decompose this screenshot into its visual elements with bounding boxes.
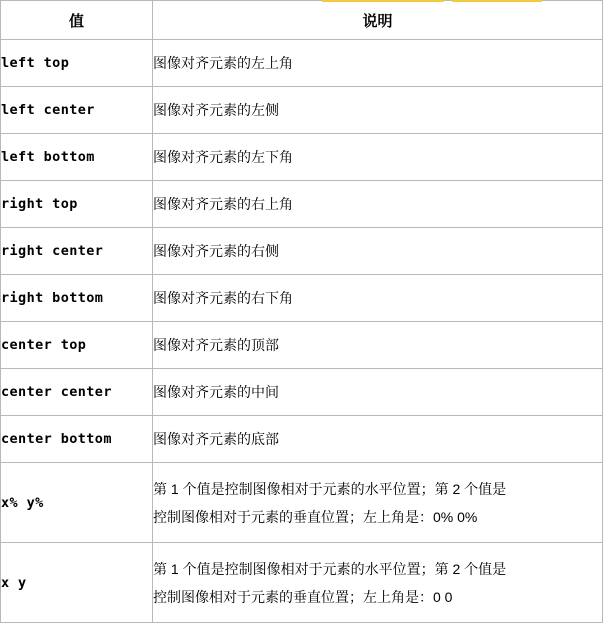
description-line: 图像对齐元素的左下角 [153, 148, 293, 165]
description-line: 图像对齐元素的底部 [153, 430, 279, 447]
description-line: 图像对齐元素的右下角 [153, 289, 293, 306]
cell-value: center center [1, 369, 153, 416]
cell-value: right bottom [1, 275, 153, 322]
table-row [1, 369, 603, 416]
column-header-description: 说明 [153, 1, 603, 40]
description-line: 图像对齐元素的顶部 [153, 336, 279, 353]
cell-value: center top [1, 322, 153, 369]
column-header-value: 值 [1, 1, 153, 40]
table-row [1, 275, 603, 322]
description-line: 第 1 个值是控制图像相对于元素的水平位置；第 2 个值是 [153, 480, 507, 497]
table-row [1, 87, 603, 134]
cell-description [153, 181, 603, 228]
cell-value: x% y% [1, 463, 153, 543]
cell-description [153, 134, 603, 181]
table-row [1, 416, 603, 463]
table-head [1, 1, 603, 40]
cell-description [153, 369, 603, 416]
cell-description [153, 463, 603, 543]
cell-description [153, 40, 603, 87]
cell-description [153, 416, 603, 463]
description-line: 图像对齐元素的中间 [153, 383, 279, 400]
cell-value: center bottom [1, 416, 153, 463]
table-body [1, 40, 603, 623]
description-line: 图像对齐元素的左侧 [153, 101, 279, 118]
cell-description [153, 543, 603, 623]
table-row [1, 228, 603, 275]
table-row [1, 181, 603, 228]
cell-value: x y [1, 543, 153, 623]
description-line: 图像对齐元素的右侧 [153, 242, 279, 259]
cell-description [153, 322, 603, 369]
table-header-row [1, 1, 603, 40]
cell-description [153, 87, 603, 134]
table-row [1, 543, 603, 623]
cell-description [153, 275, 603, 322]
highlight-strip-right [452, 0, 542, 2]
cell-value: right top [1, 181, 153, 228]
cell-value: right center [1, 228, 153, 275]
cell-description [153, 228, 603, 275]
description-line: 图像对齐元素的右上角 [153, 195, 293, 212]
description-line: 控制图像相对于元素的垂直位置；左上角是：0 0 [153, 588, 453, 605]
description-line: 第 1 个值是控制图像相对于元素的水平位置；第 2 个值是 [153, 560, 507, 577]
table-row [1, 322, 603, 369]
description-line: 控制图像相对于元素的垂直位置；左上角是：0% 0% [153, 508, 478, 525]
table-row [1, 463, 603, 543]
table-row [1, 40, 603, 87]
cell-value: left bottom [1, 134, 153, 181]
highlight-strip-left [322, 0, 444, 2]
cell-value: left top [1, 40, 153, 87]
table-row [1, 134, 603, 181]
description-line: 图像对齐元素的左上角 [153, 54, 293, 71]
cell-value: left center [1, 87, 153, 134]
